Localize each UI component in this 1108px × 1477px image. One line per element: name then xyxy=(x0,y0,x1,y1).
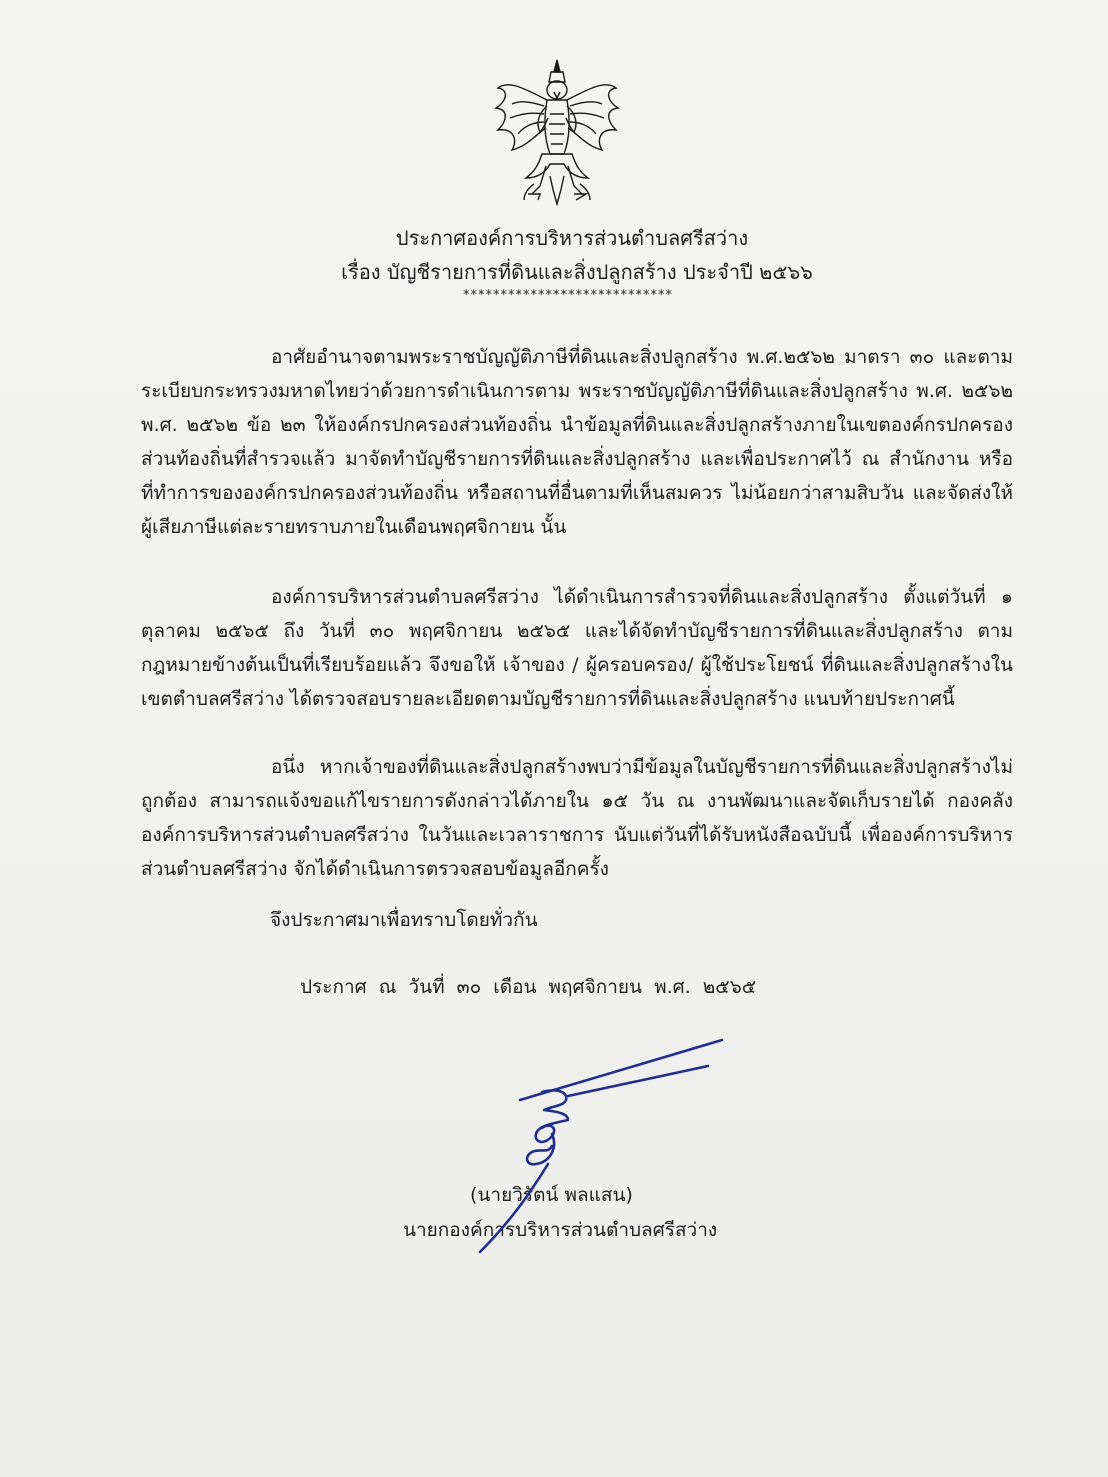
body-paragraph-2: องค์การบริหารส่วนตำบลศรีสว่าง ได้ดำเนินการสำรวจที่ดินและสิ่งปลูกสร้าง ตั้งแต่วันที่ ๑ ตุลาคม ๒๕๖๕ ถึง วันที่ ๓๐ พฤศจิกายน ๒๕๖๕ และได้จัดทำบัญชีรายการที่ดินและสิ่งปลูกสร้าง ตามกฎหมายข้างต้นเป็นที่เรียบร้อยแล้ว จึงขอให้ เจ้าของ / ผู้ครอบครอง/ ผู้ใช้ประโยชน์ ที่ดินและสิ่งปลูกสร้างในเขตตำบลศรีสว่าง ได้ตรวจสอบรายละเอียดตามบัญชีรายการที่ดินและสิ่งปลูกสร้าง แนบท้ายประกาศนี้ xyxy=(141,586,1013,710)
signatory-name: (นายวิรัตน์ พลแสน) xyxy=(470,1184,633,1206)
announcement-subject: เรื่อง บัญชีรายการที่ดินและสิ่งปลูกสร้าง ประจำปี ๒๕๖๖ xyxy=(341,260,813,284)
announcement-date: ประกาศ ณ วันที่ ๓๐ เดือน พฤศจิกายน พ.ศ. ๒๕๖๕ xyxy=(300,976,757,998)
announcement-title: ประกาศองค์การบริหารส่วนตำบลศรีสว่าง xyxy=(395,226,749,250)
closing-statement: จึงประกาศมาเพื่อทราบโดยทั่วกัน xyxy=(270,909,538,931)
signatory-position: นายกองค์การบริหารส่วนตำบลศรีสว่าง xyxy=(403,1219,718,1241)
header-separator: **************************** xyxy=(463,288,673,303)
body-paragraph-1: อาศัยอำนาจตามพระราชบัญญัติภาษีที่ดินและสิ่งปลูกสร้าง พ.ศ.๒๕๖๒ มาตรา ๓๐ และตามระเบียบกระทรวงมหาดไทยว่าด้วยการดำเนินการตาม พระราชบัญญัติภาษีที่ดินและสิ่งปลูกสร้าง พ.ศ. ๒๕๖๒ พ.ศ. ๒๕๖๒ ข้อ ๒๓ ให้องค์กรปกครองส่วนท้องถิ่น นำข้อมูลที่ดินและสิ่งปลูกสร้างภายในเขตองค์กรปกครองส่วนท้องถิ่นที่สำรวจแล้ว มาจัดทำบัญชีรายการที่ดินและสิ่งปลูกสร้าง และเพื่อประกาศไว้ ณ สำนักงาน หรือที่ทำการขององค์กรปกครองส่วนท้องถิ่น หรือสถานที่อื่นตามที่เห็นสมควร ไม่น้อยกว่าสามสิบวัน และจัดส่งให้ผู้เสียภาษีแต่ละรายทราบภายในเดือนพฤศจิกายน นั้น xyxy=(141,346,1013,538)
handwritten-signature xyxy=(440,1030,740,1260)
garuda-emblem-icon xyxy=(494,58,620,206)
body-paragraph-3: อนึ่ง หากเจ้าของที่ดินและสิ่งปลูกสร้างพบว่ามีข้อมูลในบัญชีรายการที่ดินและสิ่งปลูกสร้างไม่ถูกต้อง สามารถแจ้งขอแก้ไขรายการดังกล่าวได้ภายใน ๑๕ วัน ณ งานพัฒนาและจัดเก็บรายได้ กองคลัง องค์การบริหารส่วนตำบลศรีสว่าง ในวันและเวลาราชการ นับแต่วันที่ได้รับหนังสือฉบับนี้ เพื่อองค์การบริหารส่วนตำบลศรีสว่าง จักได้ดำเนินการตรวจสอบข้อมูลอีกครั้ง xyxy=(141,756,1013,880)
signature-strokes xyxy=(480,1040,722,1252)
